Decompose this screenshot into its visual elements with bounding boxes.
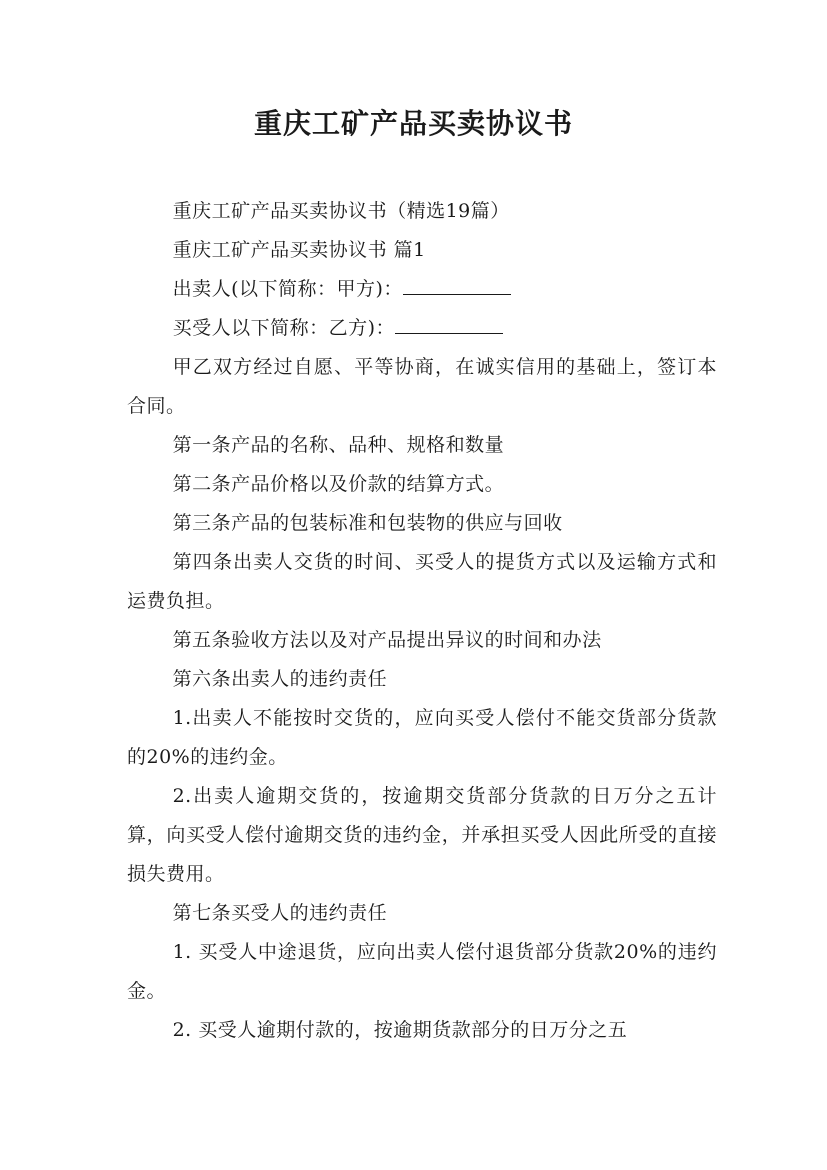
paragraph-section-heading: 重庆工矿产品买卖协议书 篇1 bbox=[172, 239, 426, 261]
paragraph-article-6-item-1: 1.出卖人不能按时交货的，应向买受人偿付不能交货部分货款的20%的违约金。 bbox=[127, 707, 717, 768]
paragraph-seller-line bbox=[127, 270, 717, 309]
paragraph-article-2: 第二条产品价格以及价款的结算方式。 bbox=[172, 473, 505, 495]
paragraph-subtitle: 重庆工矿产品买卖协议书（精选19篇） bbox=[172, 200, 510, 222]
document-body bbox=[127, 192, 717, 1050]
buyer-blank-line bbox=[395, 315, 503, 334]
paragraph-article-6: 第六条出卖人的违约责任 bbox=[172, 668, 388, 690]
paragraph-article-1: 第一条产品的名称、品种、规格和数量 bbox=[172, 434, 505, 456]
seller-label: 出卖人(以下简称：甲方)： bbox=[172, 278, 403, 300]
paragraph-article-7-item-1: 1. 买受人中途退货，应向出卖人偿付退货部分货款20%的违约金。 bbox=[127, 941, 717, 1002]
paragraph-article-3: 第三条产品的包装标准和包装物的供应与回收 bbox=[172, 512, 563, 534]
buyer-label: 买受人以下简称：乙方)： bbox=[172, 317, 396, 339]
paragraph-preamble: 甲乙双方经过自愿、平等协商，在诚实信用的基础上，签订本合同。 bbox=[127, 356, 717, 417]
paragraph-article-5: 第五条验收方法以及对产品提出异议的时间和办法 bbox=[172, 629, 602, 651]
paragraph-article-4: 第四条出卖人交货的时间、买受人的提货方式以及运输方式和运费负担。 bbox=[127, 551, 717, 612]
seller-blank-line bbox=[403, 276, 511, 295]
paragraph-article-7: 第七条买受人的违约责任 bbox=[172, 902, 388, 924]
paragraph-buyer-line bbox=[127, 309, 717, 348]
document-title: 重庆工矿产品买卖协议书 bbox=[253, 107, 573, 140]
paragraph-article-7-item-2: 2. 买受人逾期付款的，按逾期货款部分的日万分之五 bbox=[172, 1019, 628, 1041]
paragraph-article-6-item-2: 2.出卖人逾期交货的，按逾期交货部分货款的日万分之五计算，向买受人偿付逾期交货的违约金，并承担买受人因此所受的直接损失费用。 bbox=[127, 785, 717, 885]
